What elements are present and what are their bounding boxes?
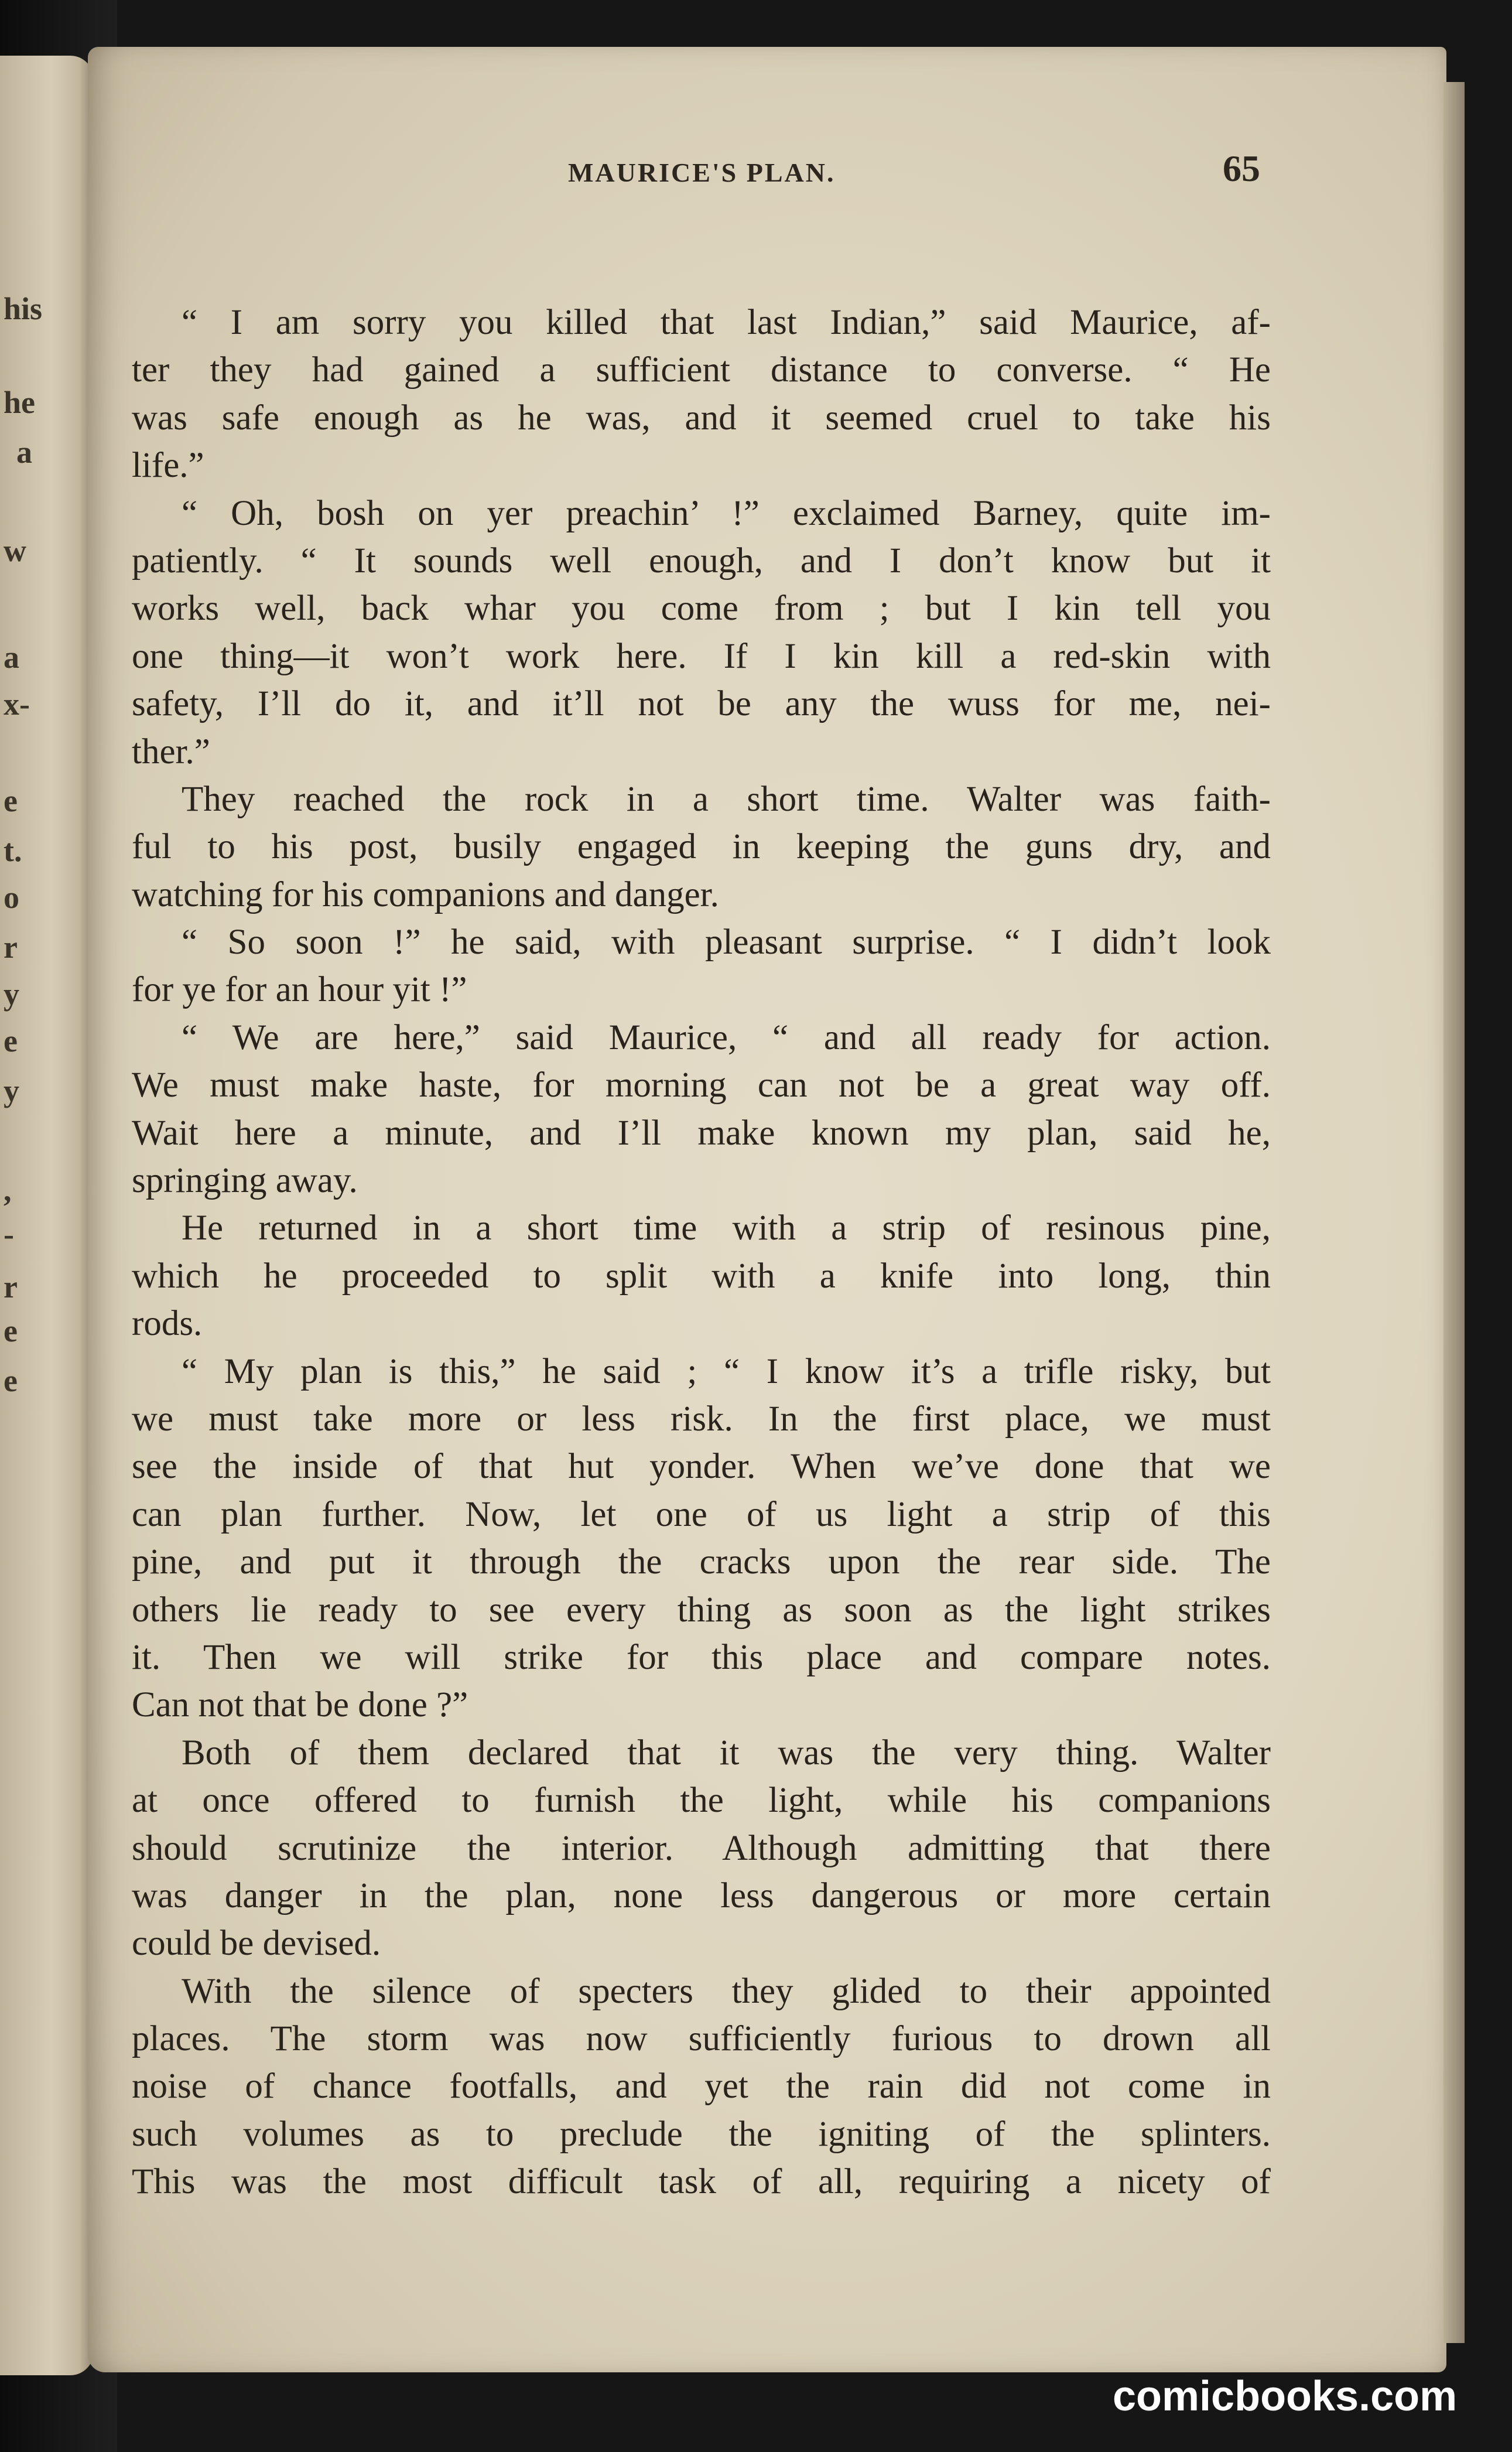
facing-page-fragment: a [4,640,19,675]
facing-page-fragment: y [4,976,19,1012]
text-line: “ We are here,” said Maurice, “ and all ready for action. [182,1017,1271,1057]
text-line: patiently. “ It sounds well enough, and I don’t know but it [132,541,1271,580]
text-line: “ So soon !” he said, with pleasant surprise. “ I didn’t look [182,923,1271,962]
text-line: ful to his post, busily engaged in keeping the guns dry, and [132,827,1271,867]
text-line: can plan further. Now, let one of us light a strip of this [132,1494,1271,1534]
text-line: ter they had gained a sufficient distance to converse. “ He [132,350,1271,390]
facing-page-fragment: r [4,930,18,965]
text-line: it. Then we will strike for this place and compare notes. [132,1637,1271,1677]
text-line: places. The storm was now sufficiently furious to drown all [132,2019,1271,2059]
text-line: “ My plan is this,” he said ; “ I know it’s a trifle risky, but [182,1351,1271,1391]
text-line: works well, back whar you come from ; but I kin tell you [132,589,1271,629]
facing-page-fragment: - [4,1217,14,1252]
facing-page-fragment: x- [4,687,30,722]
site-watermark: comicbooks.com [1113,2373,1458,2420]
text-line: This was the most difficult task of all, requiring a nicety of [132,2162,1271,2202]
facing-page-fragment: e [4,1313,18,1348]
text-line: rods. [132,1304,203,1344]
text-line: was safe enough as he was, and it seemed cruel to take his [132,398,1271,438]
text-line: was danger in the plan, none less dangerous or more certain [132,1876,1271,1915]
facing-page-fragment: he [4,385,35,420]
text-line: for ye for an hour yit !” [132,970,467,1010]
text-line: Both of them declared that it was the very thing. Walter [182,1733,1271,1773]
facing-page-fragment: r [4,1269,18,1304]
text-line: should scrutinize the interior. Although admitting that there [132,1828,1271,1868]
text-line: at once offered to furnish the light, while his companions [132,1781,1271,1821]
facing-page-fragment: y [4,1073,19,1108]
text-line: He returned in a short time with a strip of resinous pine, [182,1208,1271,1248]
facing-page-fragment: , [4,1173,12,1208]
text-line: “ I am sorry you killed that last Indian,” said Maurice, af- [182,303,1271,342]
body-text [132,299,1271,2206]
text-line: see the inside of that hut yonder. When we’ve done that we [132,1447,1271,1487]
text-line: safety, I’ll do it, and it’ll not be any the wuss for me, nei- [132,684,1271,724]
facing-page-fragment: his [4,291,43,326]
facing-page-fragment: w [4,533,26,568]
text-line: springing away. [132,1161,358,1201]
facing-page-fragment: e [4,1363,18,1398]
text-line: Wait here a minute, and I’ll make known my plan, said he, [132,1113,1271,1153]
text-line: noise of chance footfalls, and yet the rain did not come in [132,2067,1271,2106]
facing-page-fragment: o [4,880,19,915]
facing-page-fragment: t. [4,833,22,868]
text-line: “ Oh, bosh on yer preachin’ !” exclaimed Barney, quite im- [182,493,1271,533]
text-line: watching for his companions and danger. [132,875,719,914]
text-line: With the silence of specters they glided to their appointed [182,1971,1271,2011]
facing-page-left [0,56,94,2375]
facing-page-fragment: e [4,1023,18,1058]
text-line: one thing—it won’t work here. If I kin kill a red-skin with [132,636,1271,676]
text-line: others lie ready to see every thing as soon as the light strikes [132,1590,1271,1630]
page-stack-edge [1443,82,1465,2343]
text-line: life.” [132,446,204,486]
text-line: They reached the rock in a short time. Walter was faith- [182,779,1271,819]
text-line: We must make haste, for morning can not be a great way off. [132,1066,1271,1105]
text-line: could be devised. [132,1924,381,1963]
running-head: MAURICE'S PLAN. [568,158,836,187]
facing-page-fragment: e [4,783,18,818]
text-line: we must take more or less risk. In the first place, we must [132,1399,1271,1439]
page-number: 65 [1223,148,1260,189]
facing-page-fragment: a [16,435,32,470]
text-line: ther.” [132,732,210,771]
text-line: such volumes as to preclude the igniting of the splinters. [132,2114,1271,2154]
text-line: Can not that be done ?” [132,1685,468,1725]
text-line: which he proceeded to split with a knife into long, thin [132,1256,1271,1296]
text-line: pine, and put it through the cracks upon the rear side. The [132,1542,1271,1582]
